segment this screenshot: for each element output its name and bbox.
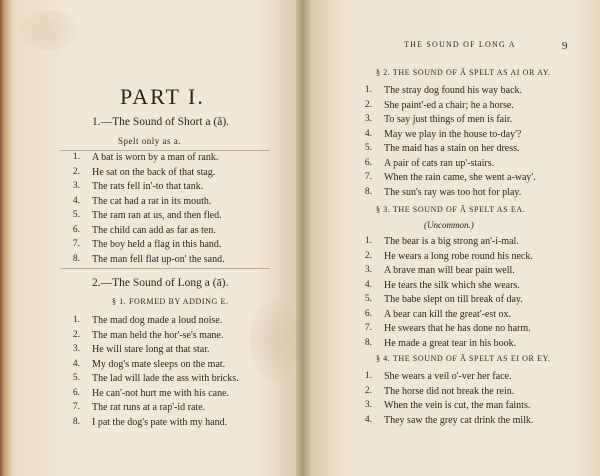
- sentence-line: The maid has a stain on her dress.: [384, 143, 520, 154]
- line-number: 4.: [364, 279, 372, 290]
- sentence-line: The horse did not break the rein.: [384, 385, 515, 397]
- sentence-line: A pair of cats ran up'-stairs.: [384, 157, 495, 169]
- line-number: 8.: [364, 186, 372, 197]
- sentence-line: The mad dog made a loud noise.: [92, 315, 223, 326]
- line-number: 3.: [364, 400, 372, 410]
- sentence-line: The rat runs at a rap'-id rate.: [92, 402, 206, 413]
- sentence-line: He swears that he has done no harm.: [384, 323, 531, 334]
- sentence-line: When the rain came, she went a-way'.: [384, 172, 536, 183]
- line-number: 4.: [364, 128, 372, 139]
- sentence-line: She wears a veil o'-ver her face.: [384, 371, 512, 382]
- line-number: 8.: [72, 253, 80, 264]
- sentence-line: A bat is worn by a man of rank.: [92, 152, 219, 163]
- sentence-line: The babe slept on till break of day.: [384, 294, 523, 305]
- sentence-line: My dog's mate sleeps on the mat.: [92, 358, 226, 370]
- part-title: PART I.: [120, 84, 205, 109]
- line-number: 3.: [72, 344, 80, 354]
- line-number: 7.: [72, 402, 80, 412]
- sentence-line: The cat had a rat in its mouth.: [92, 195, 212, 207]
- line-number: 5.: [72, 373, 80, 383]
- line-number: 1.: [364, 236, 372, 246]
- sentence-line: They saw the grey cat drink the milk.: [384, 414, 534, 426]
- section-subheading: Spelt only as a.: [118, 136, 181, 146]
- line-number: 5.: [72, 210, 80, 220]
- line-number: 2.: [364, 250, 372, 261]
- table-rule: [60, 268, 270, 269]
- line-number: 4.: [72, 195, 80, 206]
- sentence-line: When the vein is cut, the man faints.: [384, 400, 531, 411]
- sentence-line: The man held the hor'-se's mane.: [92, 329, 224, 341]
- sentence-line: The man fell flat up-on' the sand.: [92, 253, 225, 265]
- sentence-line: The rats fell in'-to that tank.: [92, 181, 204, 192]
- sentence-line: I pat the dog's pate with my hand.: [92, 416, 228, 428]
- sentence-line: The ram ran at us, and then fled.: [92, 210, 222, 221]
- line-number: 6.: [72, 387, 80, 398]
- section-subheading: § 1. FORMED BY ADDING E.: [112, 297, 229, 306]
- line-number: 6.: [72, 224, 80, 235]
- line-number: 3.: [364, 265, 372, 275]
- line-number: 2.: [364, 99, 372, 110]
- line-number: 1.: [72, 152, 80, 162]
- line-number: 8.: [364, 337, 372, 348]
- sentence-line: The lad will lade the ass with bricks.: [92, 373, 239, 384]
- sentence-line: A brave man will bear pain well.: [384, 265, 515, 276]
- line-number: 2.: [364, 385, 372, 396]
- line-number: 7.: [364, 323, 372, 333]
- sentence-line: The bear is a big strong an'-i-mal.: [384, 236, 519, 247]
- sentence-line: To say just things of men is fair.: [384, 114, 513, 125]
- line-number: 4.: [72, 358, 80, 369]
- paper-stain: [20, 10, 80, 50]
- sentence-line: A bear can kill the great'-est ox.: [384, 308, 512, 320]
- page-number: 9: [562, 40, 568, 52]
- sentence-line: The child can add as far as ten.: [92, 224, 216, 236]
- line-number: 5.: [364, 143, 372, 153]
- line-number: 1.: [364, 371, 372, 381]
- line-number: 2.: [72, 166, 80, 177]
- section-heading-ei-ey: § 4. THE SOUND OF Ā SPELT AS EI OR EY.: [376, 354, 551, 363]
- section-note: (Uncommon.): [424, 220, 474, 230]
- line-number: 6.: [364, 157, 372, 168]
- line-number: 5.: [364, 294, 372, 304]
- sentence-line: He made a great tear in his book.: [384, 337, 517, 349]
- line-number: 3.: [72, 181, 80, 191]
- running-header: THE SOUND OF LONG A: [404, 40, 516, 49]
- page-edge: [0, 0, 12, 476]
- line-number: 7.: [72, 239, 80, 249]
- paper-stain: [250, 300, 300, 380]
- line-number: 1.: [72, 315, 80, 325]
- sentence-line: The stray dog found his way back.: [384, 85, 523, 96]
- book-gutter: [296, 0, 310, 476]
- line-number: 7.: [364, 172, 372, 182]
- line-number: 1.: [364, 85, 372, 95]
- line-number: 3.: [364, 114, 372, 124]
- sentence-line: He wears a long robe round his neck.: [384, 250, 533, 262]
- line-number: 4.: [364, 414, 372, 425]
- sentence-line: He sat on the back of that stag.: [92, 166, 216, 178]
- section-heading-long-a: 2.—The Sound of Long a (ā).: [92, 277, 229, 289]
- sentence-line: May we play in the house to-day'?: [384, 128, 522, 140]
- line-number: 2.: [72, 329, 80, 340]
- line-number: 8.: [72, 416, 80, 427]
- sentence-line: He can'-not hurt me with his cane.: [92, 387, 230, 399]
- section-heading-ai-ay: § 2. THE SOUND OF Ā SPELT AS AI OR AY.: [376, 68, 551, 77]
- section-heading-ea: § 3. THE SOUND OF Ā SPELT AS EA.: [376, 205, 526, 214]
- section-heading-short-a: 1.—The Sound of Short a (ă).: [92, 116, 230, 128]
- sentence-line: He will stare long at that star.: [92, 344, 210, 355]
- sentence-line: The boy held a flag in this hand.: [92, 239, 222, 250]
- line-number: 6.: [364, 308, 372, 319]
- sentence-line: She paint'-ed a chair; he a horse.: [384, 99, 514, 111]
- sentence-line: He tears the silk which she wears.: [384, 279, 520, 291]
- sentence-line: The sun's ray was too hot for play.: [384, 186, 522, 198]
- table-rule: [60, 150, 270, 151]
